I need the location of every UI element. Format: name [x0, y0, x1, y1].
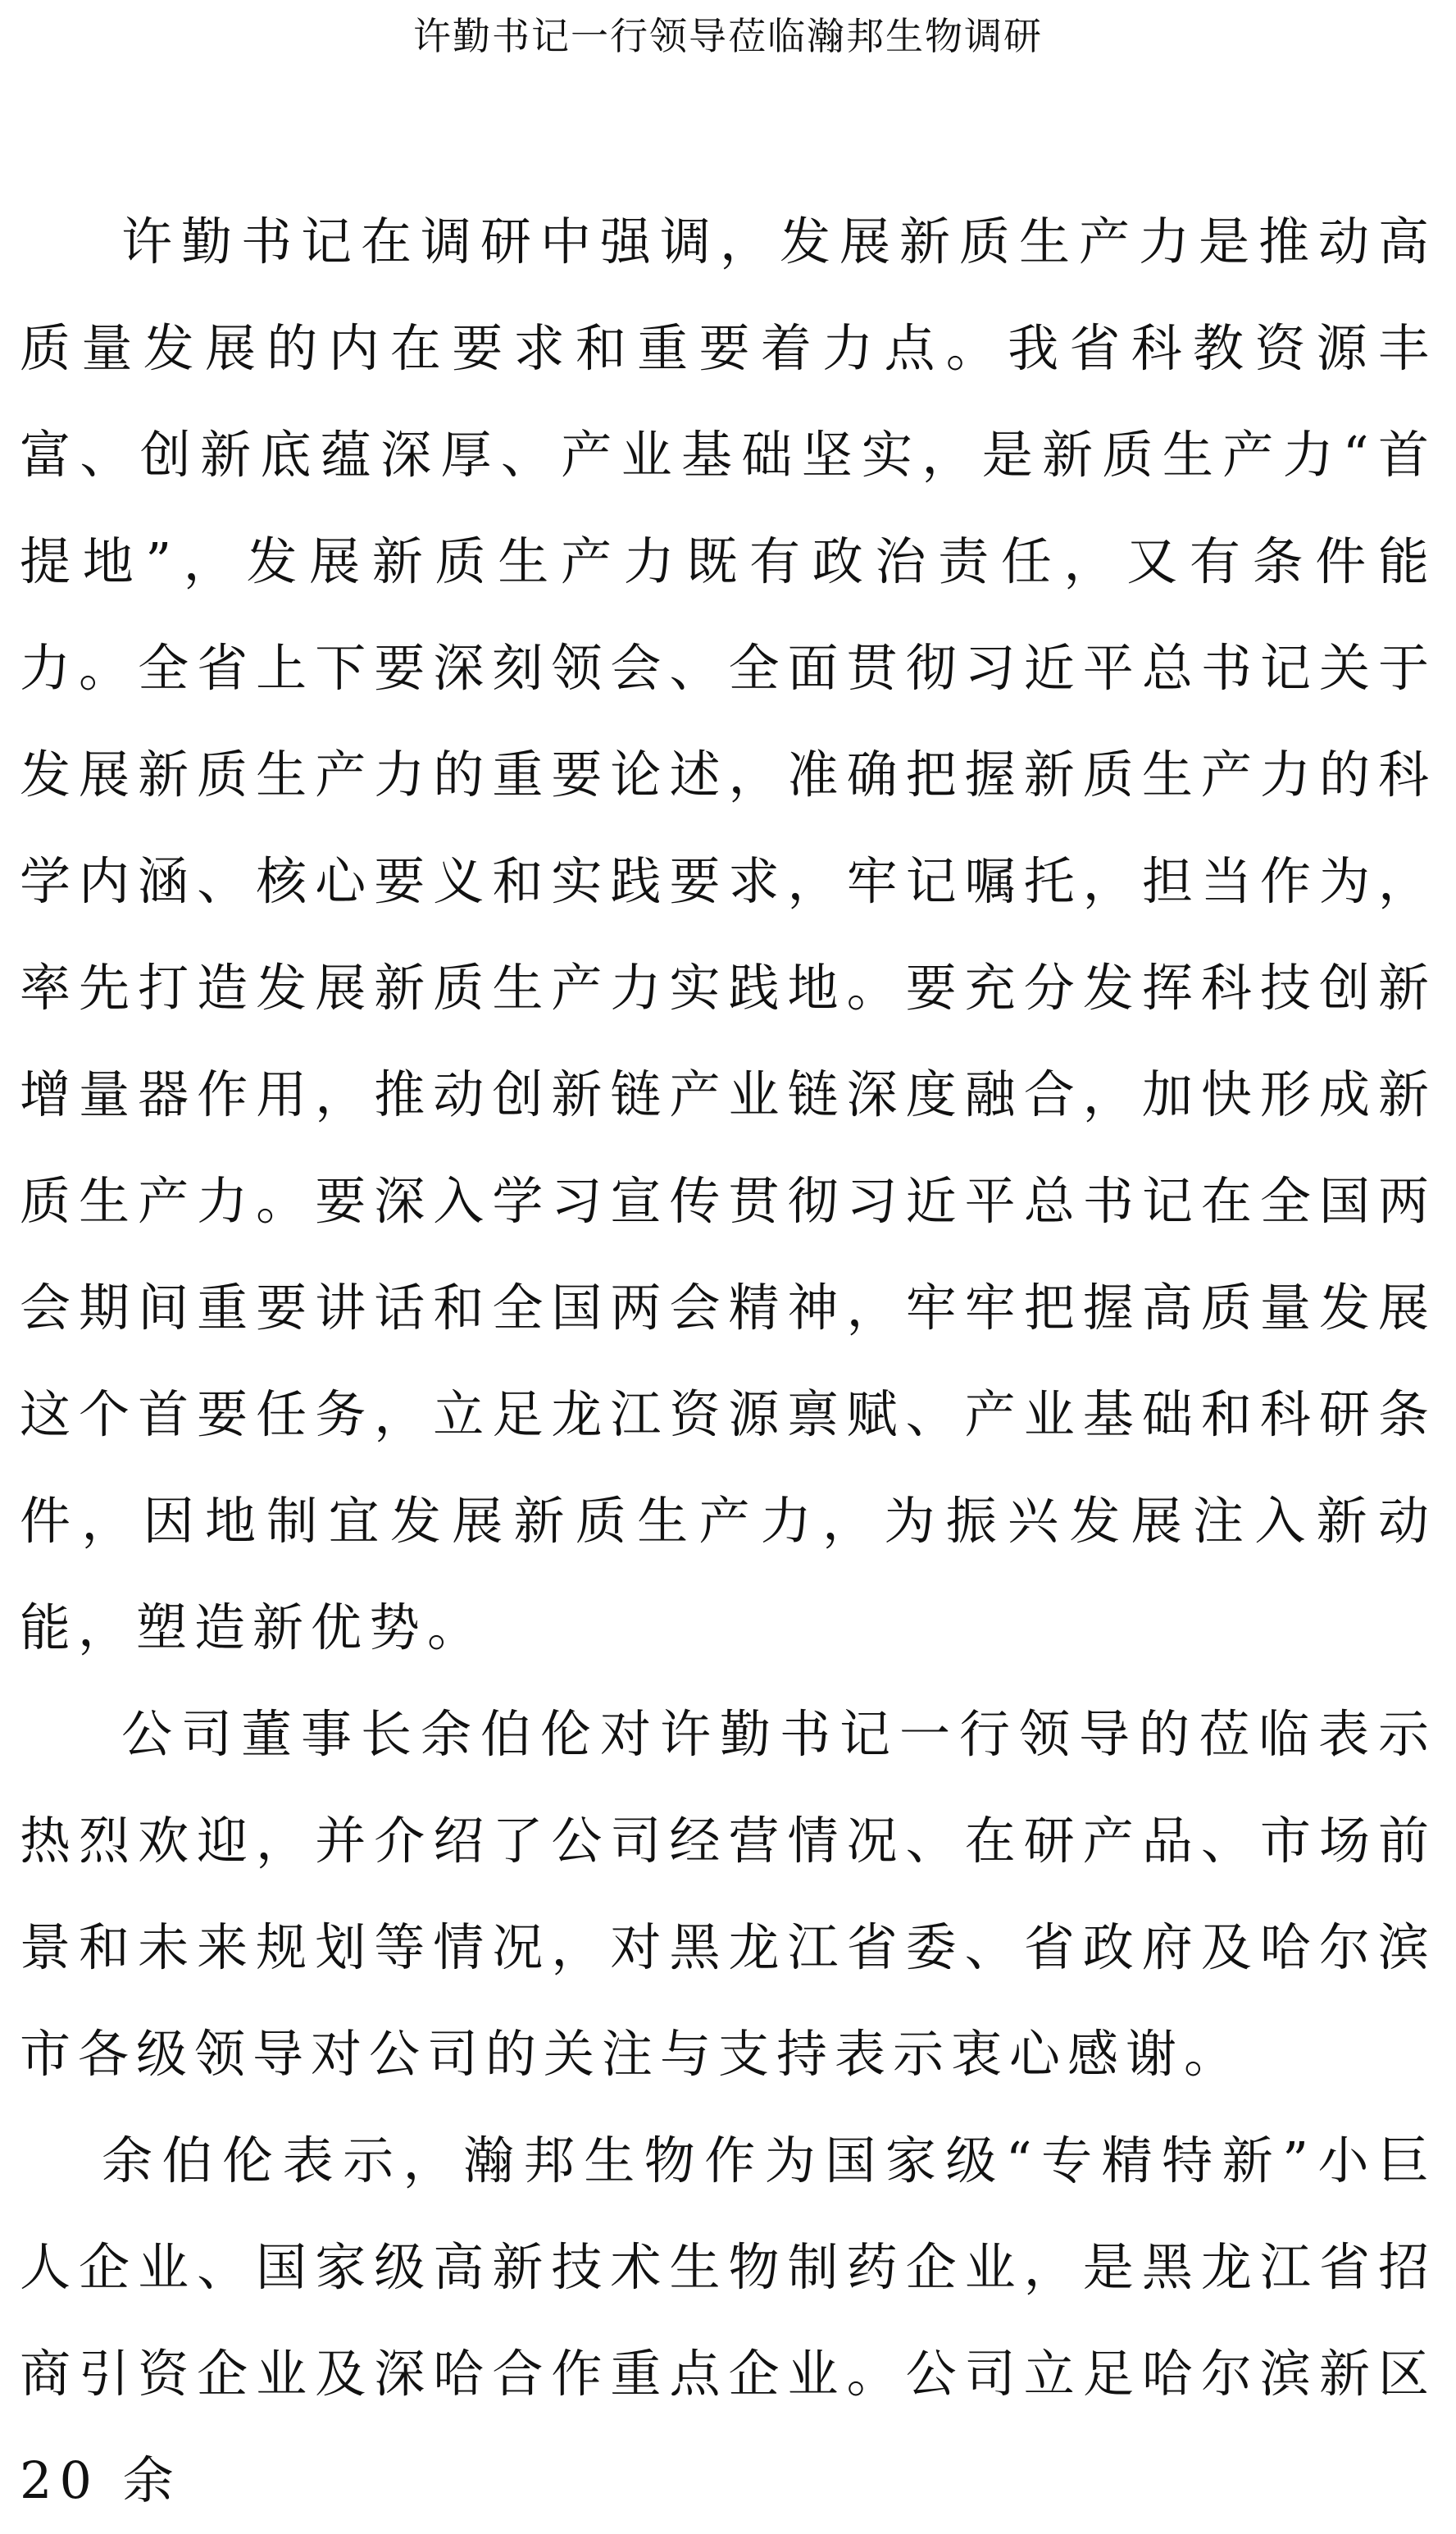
paragraph-2: 公司董事长余伯伦对许勤书记一行领导的莅临表示热烈欢迎，并介绍了公司经营情况、在研产品、市场前景和未来规划等情况，对黑龙江省委、省政府及哈尔滨市各级领导对公司的关注与支持表示衷心感谢。	[20, 1704, 1436, 2084]
paragraph-1: 许勤书记在调研中强调，发展新质生产力是推动高质量发展的内在要求和重要着力点。我省科教资源丰富、创新底蕴深厚、产业基础坚实，是新质生产力“首提地”，发展新质生产力既有政治责任，又有条件能力。全省上下要深刻领会、全面贯彻习近平总书记关于发展新质生产力的重要论述，准确把握新质生产力的科学内涵、核心要义和实践要求，牢记嘱托，担当作为，率先打造发展新质生产力实践地。要充分发挥科技创新增量器作用，推动创新链产业链深度融合，加快形成新质生产力。要深入学习宣传贯彻习近平总书记在全国两会期间重要讲话和全国两会精神，牢牢把握高质量发展这个首要任务，立足龙江资源禀赋、产业基础和科研条件，因地制宜发展新质生产力，为振兴发展注入新动能，塑造新优势。	[20, 212, 1436, 1657]
paragraph-3: 余伯伦表示，瀚邦生物作为国家级“专精特新”小巨人企业、国家级高新技术生物制药企业，是黑龙江省招商引资企业及深哈合作重点企业。公司立足哈尔滨新区 20 余	[20, 2131, 1436, 2510]
document-title: 许勤书记一行领导莅临瀚邦生物调研	[413, 14, 1043, 58]
document-body	[20, 189, 1436, 2534]
